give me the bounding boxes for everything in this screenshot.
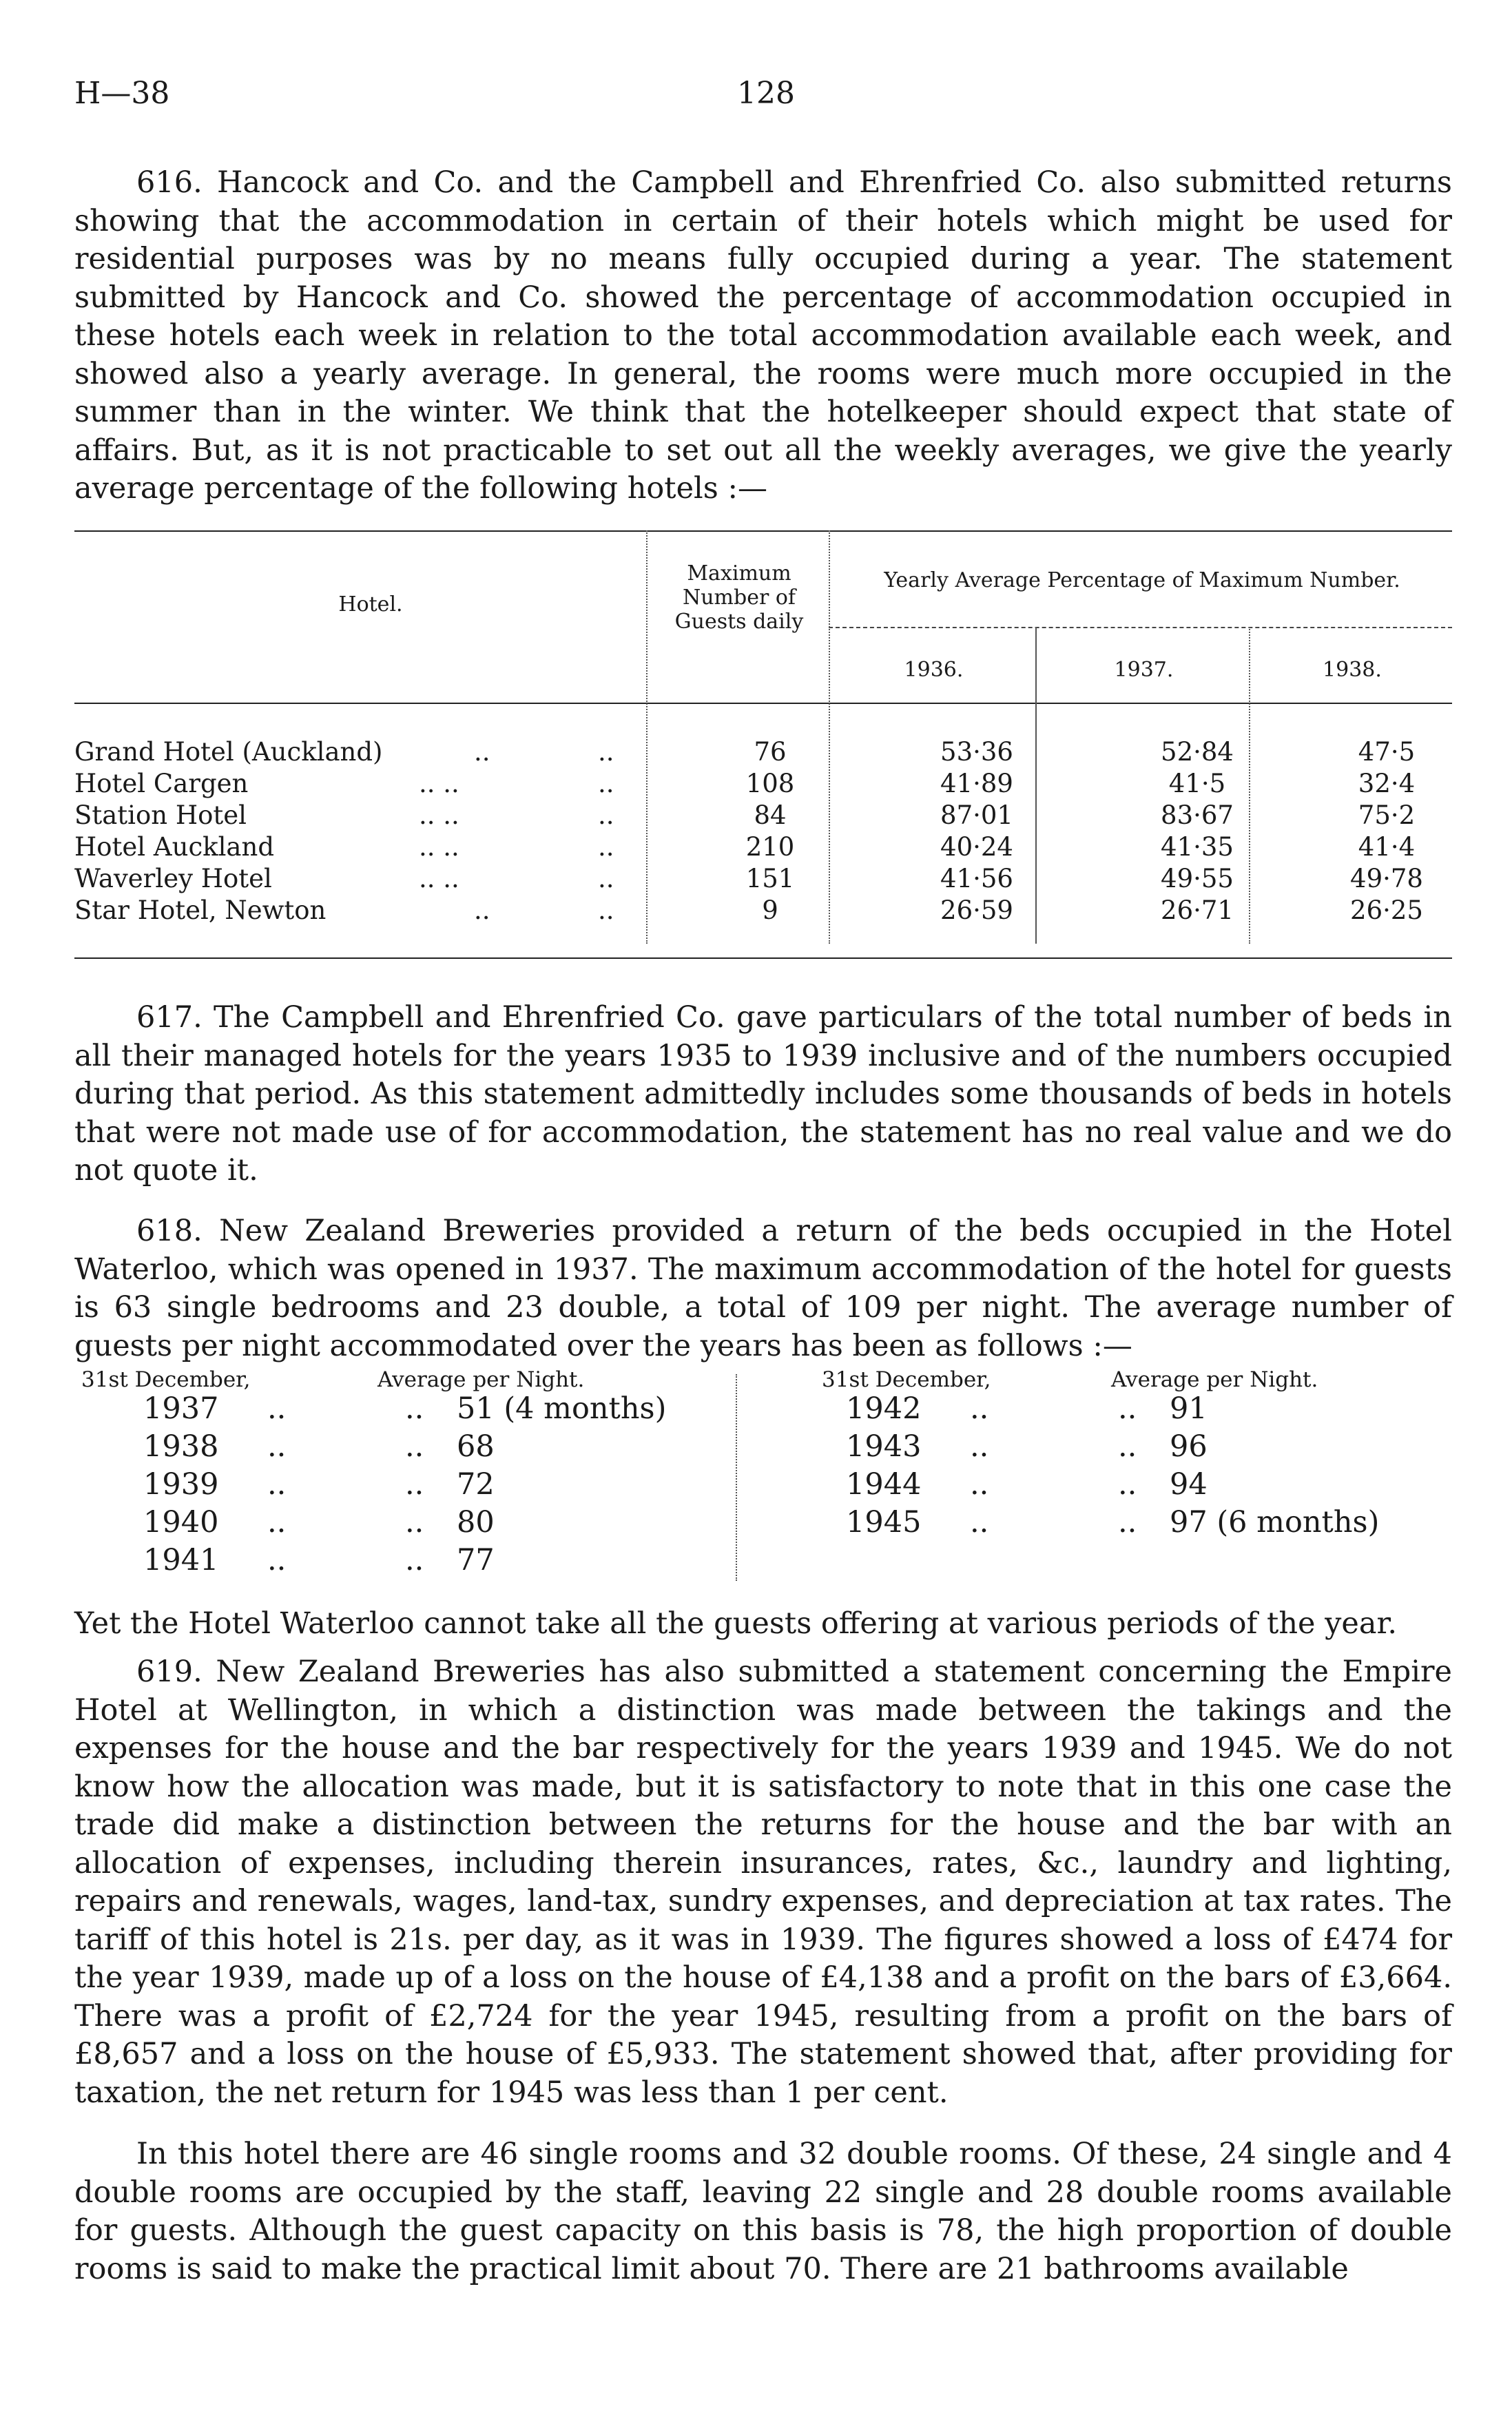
leader-dots: ..	[598, 864, 614, 893]
max-guests: 9	[762, 895, 778, 925]
pct-1937: 52·84	[1161, 737, 1234, 767]
year: 1942	[846, 1391, 922, 1426]
max-guests: 84	[754, 800, 787, 830]
average-value: 96	[1170, 1429, 1208, 1464]
year-header-1937: 1937.	[1114, 658, 1174, 682]
hotel-column-header: Hotel.	[338, 592, 403, 616]
waterloo-row	[846, 1467, 1438, 1505]
leader-dots: ..	[598, 769, 614, 798]
paragraph-617	[74, 999, 1452, 1190]
year: 1943	[846, 1429, 922, 1464]
year-header-1936: 1936.	[904, 658, 964, 682]
leader-dots: .. ..	[419, 864, 459, 893]
leader-dots: ..	[1118, 1467, 1137, 1502]
waterloo-row	[143, 1467, 729, 1505]
table-header-rule	[74, 703, 1452, 704]
year: 1940	[143, 1505, 219, 1540]
document-code: H—38	[74, 76, 170, 111]
left-year-header: 31st December,	[81, 1367, 251, 1392]
leader-dots: ..	[970, 1505, 989, 1540]
waterloo-row	[846, 1429, 1438, 1467]
average-value: 80	[457, 1505, 495, 1540]
year: 1937	[143, 1391, 219, 1426]
leader-dots: ..	[474, 895, 490, 925]
hotel-name: Hotel Auckland	[74, 832, 275, 862]
leader-dots: ..	[267, 1467, 287, 1502]
pct-1938: 47·5	[1358, 737, 1416, 767]
pct-1936: 53·36	[940, 737, 1013, 767]
pct-1937: 83·67	[1161, 800, 1234, 830]
waterloo-row	[143, 1429, 729, 1467]
hotel-occupancy-table	[74, 530, 1452, 971]
pct-1938: 49·78	[1350, 864, 1423, 893]
pct-1938: 41·4	[1358, 832, 1416, 862]
hotel-name: Station Hotel	[74, 800, 247, 830]
leader-dots: ..	[267, 1505, 287, 1540]
leader-dots: ..	[598, 800, 614, 830]
hotel-name: Star Hotel, Newton	[74, 895, 327, 925]
pct-1936: 87·01	[940, 800, 1013, 830]
waterloo-row	[143, 1505, 729, 1543]
leader-dots: ..	[970, 1391, 989, 1426]
leader-dots: ..	[405, 1467, 424, 1502]
average-value: 91	[1170, 1391, 1208, 1426]
leader-dots: ..	[598, 895, 614, 925]
table-row	[74, 769, 1452, 800]
paragraph-619	[74, 1653, 1452, 2112]
table-row	[74, 832, 1452, 864]
paragraph-618-text: 618. New Zealand Breweries provided a return of the beds occupied in the Hotel Waterloo, which was opened in 1937. The maximum accommodation of the hotel for guests is 63 single bedrooms and 23 double, a total of 109 per night. The average number of guests per night accommodated over the years has been as follows :—	[74, 1214, 1452, 1363]
pct-1936: 41·89	[940, 769, 1013, 798]
table-row	[74, 737, 1452, 769]
year: 1939	[143, 1467, 219, 1502]
right-average-header: Average per Night.	[1111, 1367, 1318, 1392]
leader-dots: ..	[405, 1391, 424, 1426]
waterloo-row	[143, 1391, 729, 1429]
pct-1937: 26·71	[1161, 895, 1234, 925]
hotel-name: Hotel Cargen	[74, 769, 249, 798]
paragraph-rooms-text: In this hotel there are 46 single rooms and 32 double rooms. Of these, 24 single and 4 double rooms are occupied by the staff, leaving 22 single and 28 double rooms available for guests. Although the guest capacity on this basis is 78, the high proportion of double rooms is said to make the practical limit about 70. There are 21 bathrooms available	[74, 2137, 1452, 2286]
average-value: 94	[1170, 1467, 1208, 1502]
leader-dots: ..	[598, 737, 614, 767]
leader-dots: ..	[267, 1429, 287, 1464]
waterloo-note-text: Yet the Hotel Waterloo cannot take all the guests offering at various periods of the year.	[74, 1606, 1398, 1641]
pct-1938: 32·4	[1358, 769, 1416, 798]
leader-dots: ..	[598, 832, 614, 862]
average-value: 97 (6 months)	[1170, 1505, 1380, 1540]
waterloo-note	[74, 1605, 1452, 1644]
waterloo-averages-table	[74, 1367, 1452, 1595]
yearly-column-header: Yearly Average Percentage of Maximum Number.	[884, 568, 1400, 592]
pct-1937: 49·55	[1161, 864, 1234, 893]
paragraph-617-text: 617. The Campbell and Ehrenfried Co. gave particulars of the total number of beds in all their managed hotels for the years 1935 to 1939 inclusive and of the numbers occupied during that period. As this statement admittedly includes some thousands of beds in hotels that were not made use of for accommodation, the statement has no real value and we do not quote it.	[74, 1000, 1452, 1188]
paragraph-618	[74, 1212, 1452, 1365]
year: 1944	[846, 1467, 922, 1502]
page-number: 128	[737, 76, 795, 111]
year: 1941	[143, 1543, 219, 1577]
max-column-header-line-1: Maximum	[687, 561, 791, 586]
waterloo-row	[846, 1505, 1438, 1543]
leader-dots: ..	[405, 1429, 424, 1464]
leader-dots: ..	[405, 1543, 424, 1577]
column-divider	[736, 1374, 737, 1581]
max-guests: 76	[754, 737, 787, 767]
left-average-header: Average per Night.	[377, 1367, 585, 1392]
max-column-header-line-2: Number of	[682, 586, 796, 610]
right-year-header: 31st December,	[822, 1367, 991, 1392]
leader-dots: ..	[267, 1391, 287, 1426]
leader-dots: ..	[474, 737, 490, 767]
waterloo-row	[143, 1543, 729, 1581]
max-column-header-line-3: Guests daily	[674, 610, 804, 634]
leader-dots: ..	[970, 1467, 989, 1502]
leader-dots: .. ..	[419, 800, 459, 830]
year: 1938	[143, 1429, 219, 1464]
table-row	[74, 895, 1452, 927]
average-value: 72	[457, 1467, 495, 1502]
year: 1945	[846, 1505, 922, 1540]
max-guests: 210	[745, 832, 795, 862]
pct-1936: 40·24	[940, 832, 1013, 862]
paragraph-616	[74, 164, 1452, 508]
waterloo-row	[846, 1391, 1438, 1429]
pct-1938: 26·25	[1350, 895, 1423, 925]
leader-dots: .. ..	[419, 832, 459, 862]
table-year-rule	[829, 627, 1452, 628]
table-bottom-rule	[74, 957, 1452, 959]
pct-1936: 26·59	[940, 895, 1013, 925]
pct-1938: 75·2	[1358, 800, 1416, 830]
pct-1936: 41·56	[940, 864, 1013, 893]
leader-dots: .. ..	[419, 769, 459, 798]
paragraph-rooms	[74, 2135, 1452, 2288]
leader-dots: ..	[267, 1543, 287, 1577]
table-row	[74, 864, 1452, 895]
hotel-name: Grand Hotel (Auckland)	[74, 737, 383, 767]
max-guests: 151	[745, 864, 795, 893]
year-header-1938: 1938.	[1323, 658, 1382, 682]
paragraph-616-text: 616. Hancock and Co. and the Campbell and Ehrenfried Co. also submitted returns showing that the accommodation in certain of their hotels which might be used for residential purposes was by no means fully occupied during a year. The statement submitted by Hancock and Co. showed the percentage of accommodation occupied in these hotels each week in relation to the total accommodation available each week, and showed also a yearly average. In general, the rooms were much more occupied in the summer than in the winter. We think that the hotelkeeper should expect that state of affairs. But, as it is not practicable to set out all the weekly averages, we give the yearly average percentage of the following hotels :—	[74, 165, 1452, 506]
average-value: 68	[457, 1429, 495, 1464]
pct-1937: 41·35	[1161, 832, 1234, 862]
table-row	[74, 800, 1452, 832]
average-value: 77	[457, 1543, 495, 1577]
table-top-rule	[74, 530, 1452, 532]
page-header	[0, 76, 1512, 117]
pct-1937: 41·5	[1168, 769, 1226, 798]
leader-dots: ..	[970, 1429, 989, 1464]
leader-dots: ..	[1118, 1505, 1137, 1540]
average-value: 51 (4 months)	[457, 1391, 667, 1426]
hotel-name: Waverley Hotel	[74, 864, 272, 893]
leader-dots: ..	[1118, 1391, 1137, 1426]
leader-dots: ..	[1118, 1429, 1137, 1464]
max-guests: 108	[745, 769, 795, 798]
leader-dots: ..	[405, 1505, 424, 1540]
paragraph-619-text: 619. New Zealand Breweries has also submitted a statement concerning the Empire Hotel at Wellington, in which a distinction was made between the takings and the expenses for the house and the bar respectively for the years 1939 and 1945. We do not know how the allocation was made, but it is satisfactory to note that in this one case the trade did make a distinction between the returns for the house and the bar with an allocation of expenses, including therein insurances, rates, &c., laundry and lighting, repairs and renewals, wages, land-tax, sundry expenses, and depreciation at tax rates. The tariff of this hotel is 21s. per day, as it was in 1939. The figures showed a loss of £474 for the year 1939, made up of a loss on the house of £4,138 and a profit on the bars of £3,664. There was a profit of £2,724 for the year 1945, resulting from a profit on the bars of £8,657 and a loss on the house of £5,933. The statement showed that, after providing for taxation, the net return for 1945 was less than 1 per cent.	[74, 1655, 1452, 2110]
